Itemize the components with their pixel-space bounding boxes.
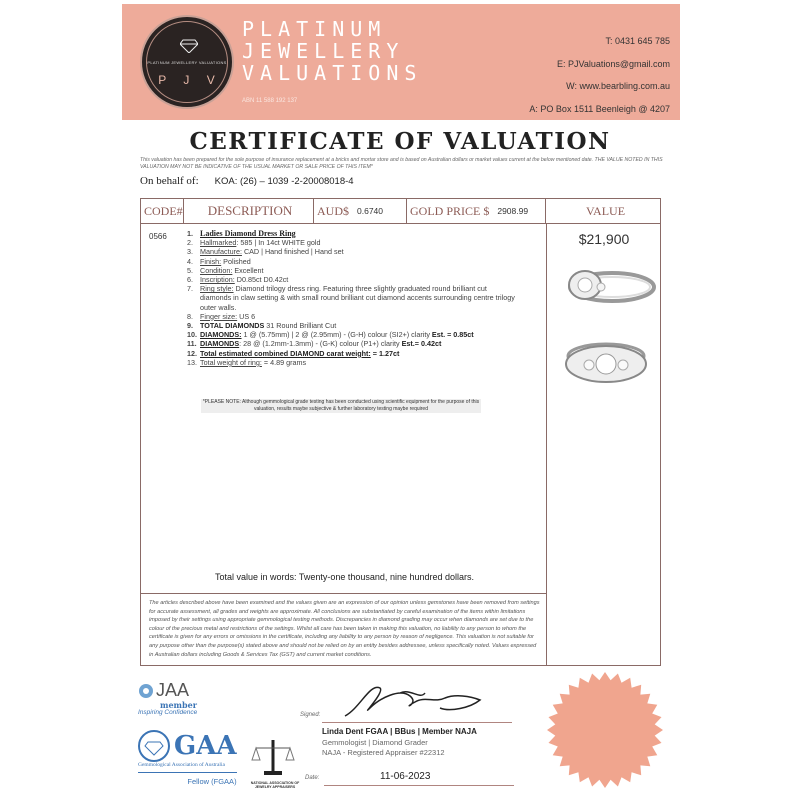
naja-logo: NATIONAL ASSOCIATION OF JEWELRY APPRAISERS bbox=[250, 738, 300, 789]
header-code: CODE# bbox=[141, 199, 184, 223]
signer-registration: NAJA - Registered Appraiser #22312 bbox=[322, 748, 445, 757]
disclaimer: The articles described above have been examined and the values given are an expression of our opinion unless gemstones have been removed from settings for accurate assessment, all grades and weights are approximate. All conclusions are substantiated by careful examination of the items within limitations imposed by their settings using appropriate gemmological testing methods. Discrepancies in diamond grading may occur when diamonds are set due to the colour of the precious metal and restrictions of the settings. Whilst all care has been taken in making this valuation, no liability to any person to whom the certificate is given for any errors or omissions in the certificate, including any liability to any person by reason of negligence. This valuation is not suitable for any purpose other than the purpose(s) stated above and should not be relied on by an entity besides addressee, unless specifically noted. Values expressed in Australian dollars including Goods & Services Tax (GST) and current market conditions. bbox=[149, 600, 540, 658]
description-item: 8. Finger size: US 6 bbox=[187, 311, 256, 321]
description-item: 1. Ladies Diamond Dress Ring bbox=[187, 229, 296, 238]
email: E: PJValuations@gmail.com bbox=[556, 58, 670, 69]
header-value: VALUE bbox=[585, 203, 626, 218]
jaa-emblem-icon bbox=[138, 683, 154, 699]
pjv-logo bbox=[140, 15, 234, 109]
description-item: 10. DIAMONDS: 1 @ (5.75mm) | 2 @ (2.95mm) - (G-H) colour (SI2+) clarity Est. = 0.85ct bbox=[187, 330, 474, 340]
item-value: $21,900 bbox=[578, 231, 630, 247]
logo-text: PLATINUM JEWELLERY VALUATIONS bbox=[147, 60, 227, 65]
description-item: 9. TOTAL DIAMONDS 31 Round Brilliant Cut bbox=[187, 321, 337, 331]
valuation-table bbox=[140, 198, 661, 666]
abn: ABN 11 588 192 137 bbox=[242, 98, 298, 104]
description-item: 4. Finish: Polished bbox=[187, 256, 251, 266]
date-label: Date: bbox=[305, 775, 320, 781]
value-in-words: Total value in words: Twenty-one thousand, nine hundred dollars. bbox=[215, 572, 474, 582]
logo-initials: P J V bbox=[158, 73, 222, 87]
address: A: PO Box 1511 Beenleigh @ 4207 bbox=[529, 103, 670, 114]
page-title: CERTIFICATE OF VALUATION bbox=[189, 128, 611, 155]
signer-name: Linda Dent FGAA | BBus | Member NAJA bbox=[322, 727, 477, 736]
gaa-logo: GAA Gemmological Association of Australia Fellow (FGAA) bbox=[138, 731, 237, 786]
item-code: 0566 bbox=[149, 232, 167, 241]
contact-info bbox=[529, 30, 670, 120]
website: W: www.bearbling.com.au bbox=[566, 81, 670, 91]
header-description: DESCRIPTION bbox=[184, 199, 314, 223]
header-aud: AUD$ 0.6740 bbox=[314, 199, 407, 223]
gaa-emblem-icon bbox=[138, 730, 170, 762]
scales-of-justice-icon bbox=[250, 738, 296, 776]
diamond-icon bbox=[180, 39, 198, 53]
description-item: 5. Condition: Excellent bbox=[187, 265, 264, 275]
signed-label: Signed: bbox=[300, 712, 321, 718]
signer-role: Gemmologist | Diamond Grader bbox=[322, 738, 428, 747]
grading-note: *PLEASE NOTE: Although gemmological grade testing has been conducted using scientific equipment for the purpose of this valuation, results maybe subjective & further laboratory testing maybe required bbox=[202, 399, 480, 412]
intro-text: This valuation has been prepared for the sole purpose of insurance replacement at a bricks and mortar store and is based on Australian dollars or market values current at the below mentioned date. THE VALUE NOTED IN THIS VALUATION MAY NOT BE INDICATIVE OF THE USUAL MARKET OR SALE PRICE OF THIS ITEM* bbox=[140, 157, 663, 170]
letterhead bbox=[122, 4, 680, 120]
description-item: 11. DIAMONDS: 28 @ (1.2mm-1.3mm) - (G-K) colour (P1+) clarity Est.= 0.42ct bbox=[187, 339, 442, 349]
ring-photo-side bbox=[557, 259, 657, 314]
description-item: 7. Ring style: Diamond trilogy dress ring. Featuring three slightly graduated round brilliant cut diamonds in claw setting & with small round brilliant cut diamond accents surrounding centre trilogy outer walls. bbox=[187, 284, 515, 312]
header-gold-price: GOLD PRICE $ 2908.99 bbox=[407, 199, 546, 223]
description-item: 2. Hallmarked: 585 | In 14ct WHITE gold bbox=[187, 238, 321, 248]
brand-name: PLATINUM JEWELLERY VALUATIONS bbox=[242, 17, 423, 85]
description-list bbox=[187, 229, 517, 367]
on-behalf-of: On behalf of: KOA: (26) – 1039 -2-20008018-4 bbox=[140, 175, 354, 187]
embossed-seal bbox=[545, 670, 665, 790]
description-item: 6. Inscription: D0.85ct D0.42ct bbox=[187, 275, 289, 285]
description-item: 12. Total estimated combined DIAMOND carat weight: = 1.27ct bbox=[187, 348, 400, 358]
ring-photo-front bbox=[561, 334, 651, 389]
description-item: 13. Total weight of ring: = 4.89 grams bbox=[187, 357, 307, 367]
description-item: 3. Manufacture: CAD | Hand finished | Hand set bbox=[187, 247, 344, 257]
valuation-date: 11-06-2023 bbox=[380, 771, 431, 782]
jaa-member-logo: JAA member Inspiring Confidence bbox=[138, 680, 198, 716]
signature bbox=[340, 678, 490, 722]
phone: T: 0431 645 785 bbox=[605, 36, 670, 46]
